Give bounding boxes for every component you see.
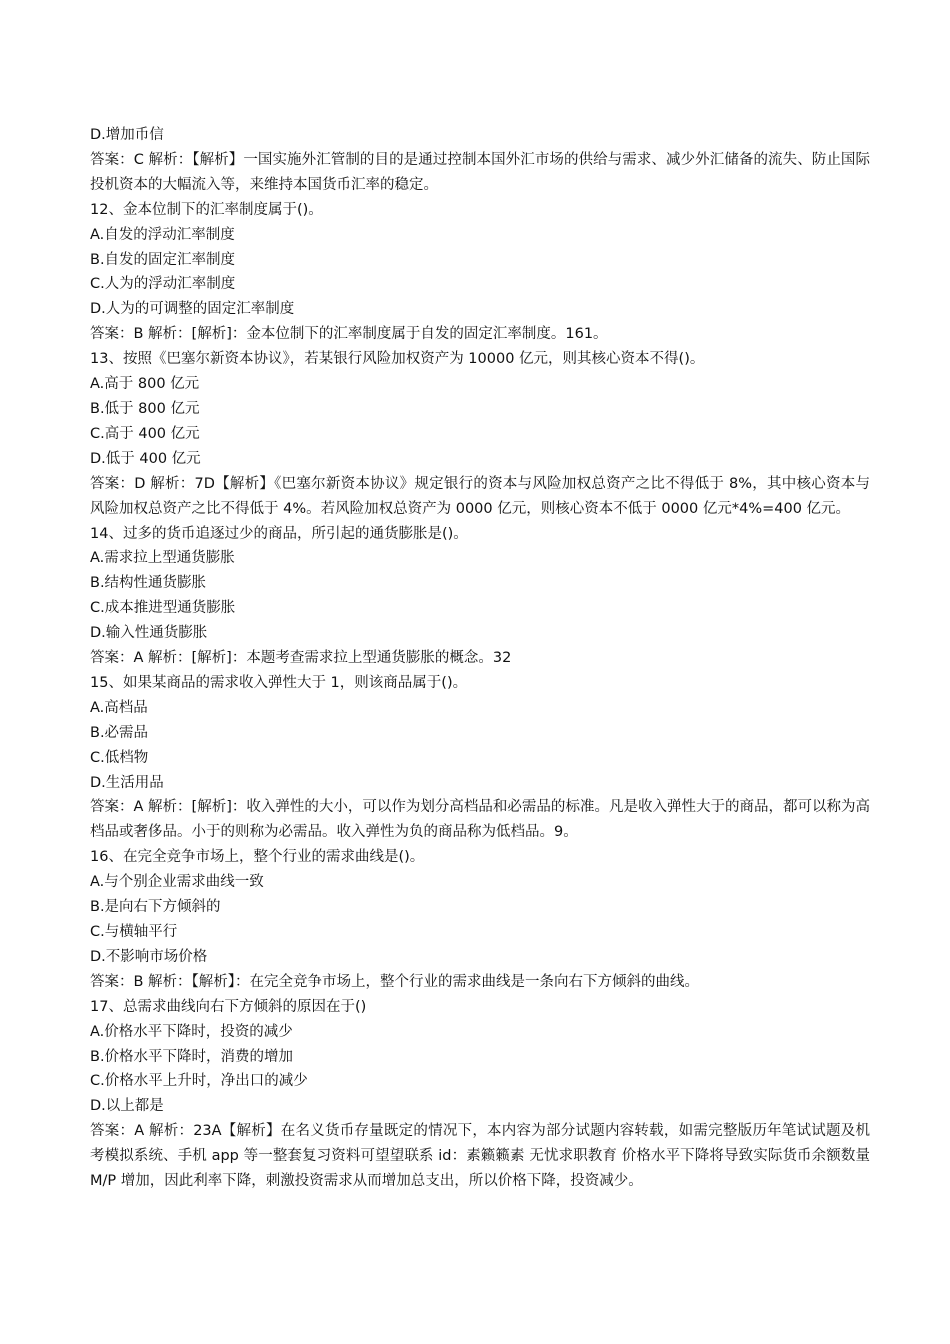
option-a-q16: A.与个别企业需求曲线一致	[90, 874, 264, 891]
answer-q16: 答案：B 解析：【解析】：在完全竞争市场上，整个行业的需求曲线是一条向右下方倾斜的曲线。	[90, 973, 700, 990]
option-c-q16: C.与横轴平行	[90, 924, 178, 940]
option-a-q14: A.需求拉上型通货膨胀	[90, 550, 235, 567]
answer-q17: 答案：A 解析：23A【解析】在名义货币存量既定的情况下，本内容为部分试题内容转载，如需完整版历年笔试试题及机考模拟系统、手机 app 等一整套复习资料可望望联系 id：素籁籁素 无忧求职教育 价格水平下降将导致实际货币余额数量 M/P 增加，因此利率下降，刺激投资需求从而增加总支出，所以价格下降，投资减少。	[90, 1123, 875, 1190]
answer-q12: 答案：B 解析：[解析]：金本位制下的汇率制度属于自发的固定汇率制度。161。	[90, 326, 608, 343]
option-a-q17: A.价格水平下降时，投资的减少	[90, 1023, 293, 1040]
option-c-q12: C.人为的浮动汇率制度	[90, 276, 236, 293]
option-b-q15: B.必需品	[90, 724, 149, 741]
option-d-q14: D.输入性通货膨胀	[90, 625, 208, 642]
document-page	[90, 123, 875, 1194]
option-b-q16: B.是向右下方倾斜的	[90, 899, 221, 916]
option-d-q15: D.生活用品	[90, 774, 164, 791]
question-15: 15、如果某商品的需求收入弹性大于 1，则该商品属于()。	[90, 674, 468, 691]
option-d-q16: D.不影响市场价格	[90, 948, 208, 965]
option-a-q12: A.自发的浮动汇率制度	[90, 226, 235, 243]
option-d-q11: D.增加币信	[90, 127, 164, 143]
option-b-q13: B.低于 800 亿元	[90, 400, 200, 417]
option-d-q13: D.低于 400 亿元	[90, 450, 201, 467]
answer-q14: 答案：A 解析：[解析]：本题考查需求拉上型通货膨胀的概念。32	[90, 650, 512, 667]
question-14: 14、过多的货币追逐过少的商品，所引起的通货膨胀是()。	[90, 525, 468, 542]
option-c-q13: C.高于 400 亿元	[90, 425, 200, 442]
answer-q11: 答案：C 解析：【解析】一国实施外汇管制的目的是通过控制本国外汇市场的供给与需求、减少外汇储备的流失、防止国际投机资本的大幅流入等，来维持本国货币汇率的稳定。	[90, 151, 870, 193]
option-c-q17: C.价格水平上升时，净出口的减少	[90, 1073, 308, 1090]
option-b-q17: B.价格水平下降时，消费的增加	[90, 1048, 294, 1065]
question-17: 17、总需求曲线向右下方倾斜的原因在于()	[90, 998, 367, 1015]
answer-q15: 答案：A 解析：[解析]：收入弹性的大小，可以作为划分高档品和必需品的标准。凡是收入弹性大于的商品，都可以称为高档品或奢侈品。小于的则称为必需品。收入弹性为负的商品称为低档品。9。	[90, 799, 870, 841]
question-16: 16、在完全竞争市场上，整个行业的需求曲线是()。	[90, 849, 425, 866]
option-a-q13: A.高于 800 亿元	[90, 376, 200, 393]
option-c-q14: C.成本推进型通货膨胀	[90, 600, 236, 617]
option-c-q15: C.低档物	[90, 749, 149, 766]
question-13: 13、按照《巴塞尔新资本协议》，若某银行风险加权资产为 10000 亿元，则其核心资本不得()。	[90, 351, 705, 368]
answer-q13: 答案：D 解析：7D【解析】《巴塞尔新资本协议》规定银行的资本与风险加权总资产之比不得低于 8%，其中核心资本与风险加权总资产之比不得低于 4%。若风险加权总资产为 0000 亿元，则核心资本不低于 0000 亿元*4%=400 亿元。	[90, 475, 870, 517]
option-d-q12: D.人为的可调整的固定汇率制度	[90, 301, 295, 318]
option-b-q12: B.自发的固定汇率制度	[90, 251, 236, 268]
question-12: 12、金本位制下的汇率制度属于()。	[90, 201, 323, 218]
option-b-q14: B.结构性通货膨胀	[90, 575, 207, 592]
option-d-q17: D.以上都是	[90, 1098, 164, 1115]
option-a-q15: A.高档品	[90, 699, 148, 716]
